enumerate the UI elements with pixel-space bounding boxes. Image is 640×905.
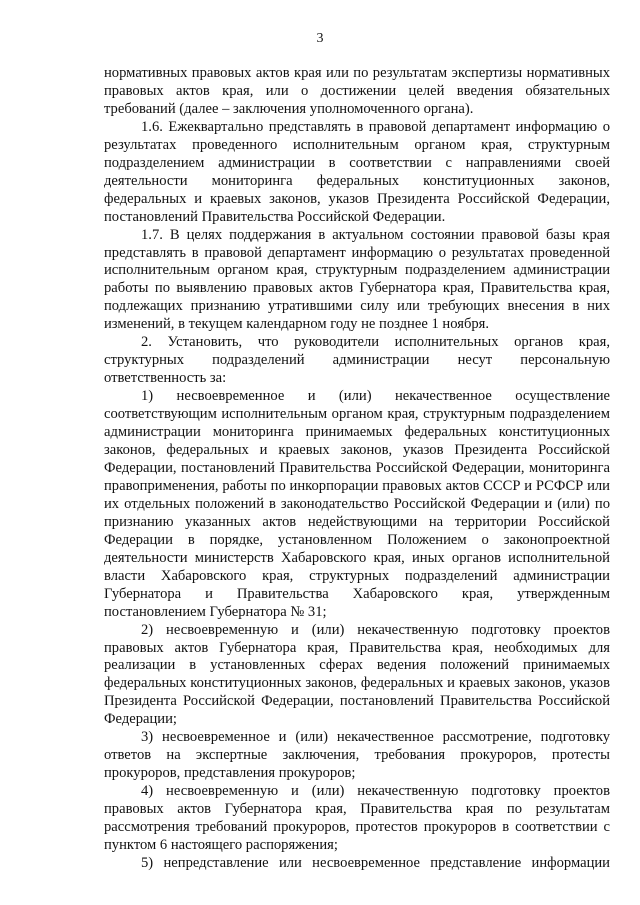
paragraph-2-item-1: 1) несвоевременное и (или) некачественное осуществление соответствующим исполнительным органом края, структурным подразделением администрации мониторинга принимаемых федеральных конституционных законов, федеральных и краевых законов, указов Президента Российской Федерации, постановлений Правительства Российской Федерации, мониторинга правоприменения, работы по инкорпорации правовых актов СССР и РСФСР или их отдельных положений в законодательство Российской Федерации и (или) по признанию указанных актов недействующими на территории Российской Федерации в порядке, установленном Положением о законопроектной деятельности министерств Хабаровского края, иных органов исполнительной власти Хабаровского края, структурных подразделений администрации Губернатора и Правительства Хабаровского края, утвержденным постановлением Губернатора № 31; [104, 388, 610, 620]
paragraph-2-item-5: 5) непредставление или несвоевременное представление информации [141, 854, 610, 871]
page-number: 3 [316, 31, 324, 46]
paragraph-2-item-3: 3) несвоевременное и (или) некачественное рассмотрение, подготовку ответов на экспертные заключения, требования прокуроров, протесты прокуроров, представления прокуроров; [104, 729, 610, 782]
paragraph-1-7: 1.7. В целях поддержания в актуальном состоянии правовой базы края представлять в правовой департамент информацию о результатах проведенной исполнительным органом края, структурным подразделением администрации работы по выявлению правовых актов Губернатора края, Правительства края, подлежащих признанию утратившими силу или требующих внесения в них изменений, в текущем календарном году не позднее 1 ноября. [104, 226, 610, 333]
paragraph-1-6: 1.6. Ежеквартально представлять в правовой департамент информацию о результатах проведенного исполнительным органом края, структурным подразделением администрации в соответствии с направлениями своей деятельности мониторинга федеральных конституционных законов, федеральных и краевых законов, указов Президента Российской Федерации, постановлений Правительства Российской Федерации. [104, 118, 610, 225]
paragraph-2-item-2: 2) несвоевременную и (или) некачественную подготовку проектов правовых актов Губернатора края, Правительства края, необходимых для реализации в установленных сферах ведения положений принимаемых федеральных конституционных законов, федеральных и краевых законов, указов Президента Российской Федерации, постановлений Правительства Российской Федерации; [104, 621, 610, 728]
paragraph-2: 2. Установить, что руководители исполнительных органов края, структурных подразделений администрации несут персональную ответственность за: [104, 334, 610, 387]
paragraph-continuation: нормативных правовых актов края или по результатам экспертизы нормативных правовых актов края, или о достижении целей введения обязательных требований (далее – заключения уполномоченного органа). [104, 65, 610, 117]
paragraph-2-item-4: 4) несвоевременную и (или) некачественную подготовку проектов правовых актов Губернатора края, Правительства края по результатам рассмотрения требований прокуроров, протестов прокуроров в соответствии с пунктом 6 настоящего распоряжения; [104, 783, 610, 853]
document-body [104, 65, 610, 873]
